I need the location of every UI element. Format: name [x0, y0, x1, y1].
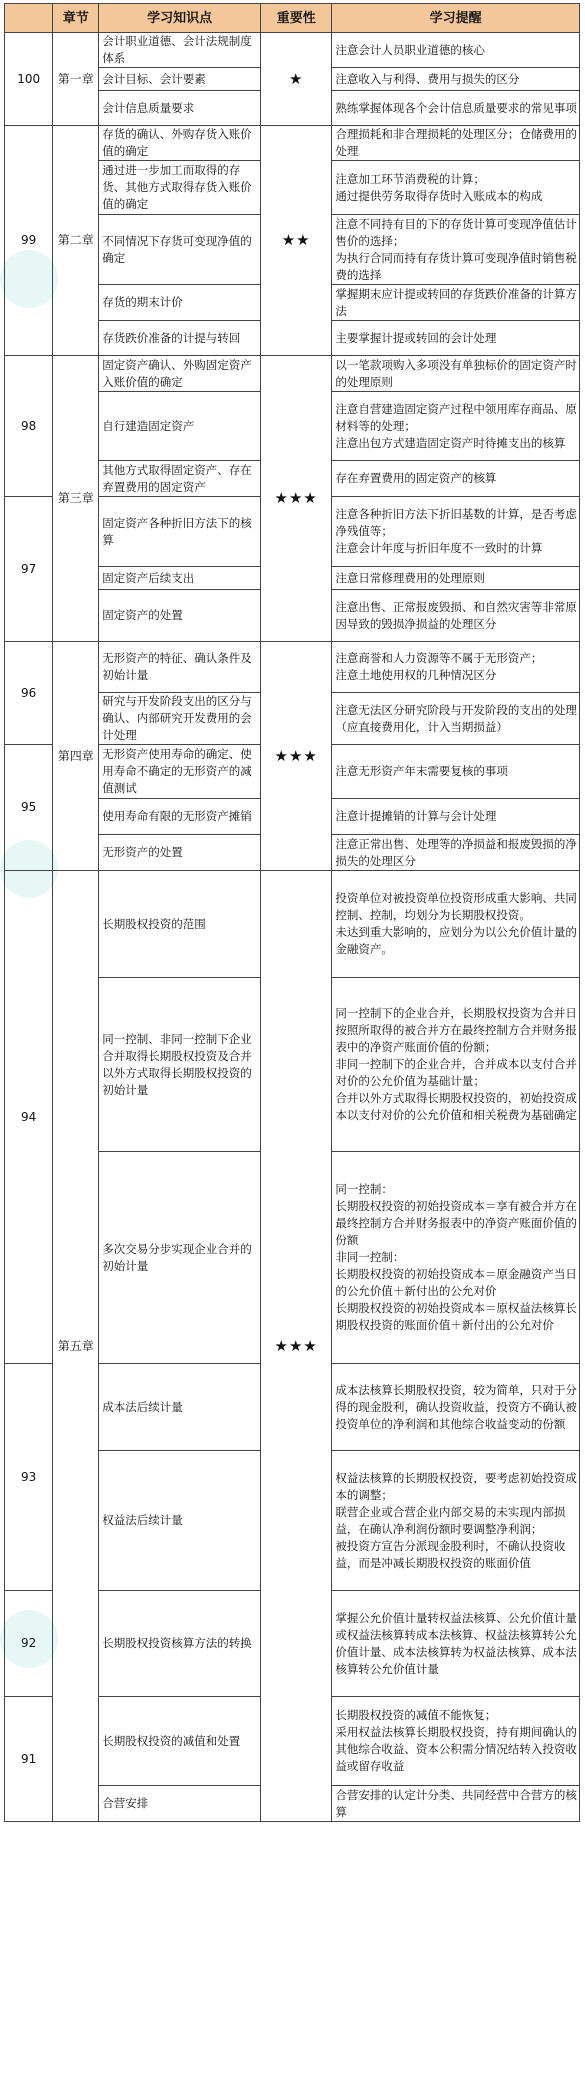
study-tip: 注意不同持有目的下的存货计算可变现净值估计售价的选择； 为执行合同而持有存货计算可变现净值时销售税费的选择: [332, 215, 580, 285]
knowledge-point: 自行建造固定资产: [99, 392, 261, 461]
chapter-label: 第一章: [53, 33, 99, 126]
header-knowledge-point: 学习知识点: [99, 4, 261, 33]
study-tip: 合营安排的认定计分类、共同经营中合营方的核算: [332, 1786, 580, 1822]
knowledge-point: 多次交易分步实现企业合并的初始计量: [99, 1152, 261, 1364]
importance-stars: ★★: [261, 126, 332, 356]
page-number: 94: [5, 871, 53, 1364]
page-number: 92: [5, 1591, 53, 1697]
page-number: 95: [5, 745, 53, 871]
knowledge-point: 会计目标、会计要素: [99, 68, 261, 91]
study-tip: 注意会计人员职业道德的核心: [332, 33, 580, 68]
study-tip: 掌握期末应计提或转回的存货跌价准备的计算方法: [332, 285, 580, 321]
table-row: [5, 642, 580, 693]
study-tip: 注意无法区分研究阶段与开发阶段的支出的处理（应直接费用化，计入当期损益）: [332, 693, 580, 745]
study-tip: 注意计提摊销的计算与会计处理: [332, 799, 580, 835]
knowledge-point: 会计信息质量要求: [99, 91, 261, 126]
knowledge-point: 合营安排: [99, 1786, 261, 1822]
study-tip: 权益法核算的长期股权投资，要考虑初始投资成本的调整； 联营企业或合营企业内部交易的未实现内部损益，在确认净利润份额时要调整净利润； 被投资方宣告分派现金股利时，不确认投资收益，而是冲减长期股权投资的账面价值: [332, 1451, 580, 1591]
study-tip: 同一控制： 长期股权投资的初始投资成本＝享有被合并方在最终控制方合并财务报表中的净资产账面价值的份额 非同一控制： 长期股权投资的初始投资成本＝原金融资产当日的公允价值＋新付出的公允对价 长期股权投资的初始投资成本＝原权益法核算长期股权投资的账面价值＋新付出的公允对价: [332, 1152, 580, 1364]
table-header-row: [5, 4, 580, 33]
header-study-tips: 学习提醒: [332, 4, 580, 33]
knowledge-point: 成本法后续计量: [99, 1364, 261, 1451]
chapter-label: 第四章: [53, 642, 99, 871]
study-tip: 注意正常出售、处理等的净损益和报废毁损的净损失的处理区分: [332, 835, 580, 871]
header-importance: 重要性: [261, 4, 332, 33]
chapter-label: 第三章: [53, 356, 99, 642]
table-row: [5, 871, 580, 978]
importance-stars: ★★★: [261, 356, 332, 642]
knowledge-point: 固定资产确认、外购固定资产入账价值的确定: [99, 356, 261, 392]
page-number: 99: [5, 126, 53, 356]
page-number: 93: [5, 1364, 53, 1591]
importance-stars: ★★★: [261, 871, 332, 1822]
study-tip: 熟练掌握体现各个会计信息质量要求的常见事项: [332, 91, 580, 126]
knowledge-point: 长期股权投资核算方法的转换: [99, 1591, 261, 1697]
study-tip: 存在弃置费用的固定资产的核算: [332, 461, 580, 497]
knowledge-point: 固定资产的处置: [99, 590, 261, 642]
knowledge-point: 存货跌价准备的计提与转回: [99, 321, 261, 356]
table-row: [5, 126, 580, 161]
header-chapter: 章节: [53, 4, 99, 33]
knowledge-point: 无形资产使用寿命的确定、使用寿命不确定的无形资产的减值测试: [99, 745, 261, 799]
knowledge-point: 同一控制、非同一控制下企业合并取得长期股权投资及合并以外方式取得长期股权投资的初始计量: [99, 978, 261, 1152]
study-tip: 掌握公允价值计量转权益法核算、公允价值计量或权益法核算转成本法核算、权益法核算转公允价值计量、成本法核算转为权益法核算、成本法核算转公允价值计量: [332, 1591, 580, 1697]
knowledge-point: 长期股权投资的减值和处置: [99, 1697, 261, 1786]
study-tip: 注意出售、正常报废毁损、和自然灾害等非常原因导致的毁损净损益的处理区分: [332, 590, 580, 642]
study-tip: 主要掌握计提或转回的会计处理: [332, 321, 580, 356]
knowledge-point: 研究与开发阶段支出的区分与确认、内部研究开发费用的会计处理: [99, 693, 261, 745]
study-tip: 注意无形资产年末需要复核的事项: [332, 745, 580, 799]
page-number: 97: [5, 497, 53, 642]
importance-stars: ★: [261, 33, 332, 126]
knowledge-point: 无形资产的特征、确认条件及初始计量: [99, 642, 261, 693]
knowledge-point: 通过进一步加工而取得的存货、其他方式取得存货入账价值的确定: [99, 161, 261, 215]
study-tip: 投资单位对被投资单位投资形成重大影响、共同控制、控制，均划分为长期股权投资。 未达到重大影响的，应划分为以公允价值计量的金融资产。: [332, 871, 580, 978]
knowledge-point: 无形资产的处置: [99, 835, 261, 871]
page-number: 98: [5, 356, 53, 497]
knowledge-point: 不同情况下存货可变现净值的确定: [99, 215, 261, 285]
chapter-label: 第五章: [53, 871, 99, 1822]
study-tip: 注意自营建造固定资产过程中领用库存商品、原材料等的处理； 注意出包方式建造固定资产时待摊支出的核算: [332, 392, 580, 461]
study-tip: 以一笔款项购入多项没有单独标价的固定资产时的处理原则: [332, 356, 580, 392]
study-tip: 注意日常修理费用的处理原则: [332, 567, 580, 590]
importance-stars: ★★★: [261, 642, 332, 871]
study-tip: 注意各种折旧方法下折旧基数的计算，是否考虑净残值等； 注意会计年度与折旧年度不一致时的计算: [332, 497, 580, 567]
study-tip: 长期股权投资的减值不能恢复； 采用权益法核算长期股权投资，持有期间确认的其他综合收益、资本公积需分情况结转入投资收益或留存收益: [332, 1697, 580, 1786]
page-number: 91: [5, 1697, 53, 1822]
knowledge-point: 会计职业道德、会计法规制度体系: [99, 33, 261, 68]
page-number: 96: [5, 642, 53, 745]
study-tip: 成本法核算长期股权投资，较为简单，只对于分得的现金股利，确认投资收益，投资方不确认被投资单位的净利润和其他综合收益变动的份额: [332, 1364, 580, 1451]
page-number: 100: [5, 33, 53, 126]
knowledge-point: 其他方式取得固定资产、存在弃置费用的固定资产: [99, 461, 261, 497]
study-table: [4, 3, 580, 1822]
chapter-label: 第二章: [53, 126, 99, 356]
study-tip: 注意商誉和人力资源等不属于无形资产； 注意土地使用权的几种情况区分: [332, 642, 580, 693]
table-row: [5, 356, 580, 392]
study-tip: 同一控制下的企业合并，长期股权投资为合并日按照所取得的被合并方在最终控制方合并财务报表中的净资产账面价值的份额； 非同一控制下的企业合并，合并成本以支付合并对价的公允价值为基础计量； 合并以外方式取得长期股权投资的，初始投资成本以支付对价的公允价值和相关税费为基础确定: [332, 978, 580, 1152]
knowledge-point: 长期股权投资的范围: [99, 871, 261, 978]
knowledge-point: 存货的确认、外购存货入账价值的确定: [99, 126, 261, 161]
header-page: [5, 4, 53, 33]
knowledge-point: 固定资产后续支出: [99, 567, 261, 590]
knowledge-point: 使用寿命有限的无形资产摊销: [99, 799, 261, 835]
study-tip: 注意加工环节消费税的计算； 通过提供劳务取得存货时入账成本的构成: [332, 161, 580, 215]
study-tip: 合理损耗和非合理损耗的处理区分；仓储费用的处理: [332, 126, 580, 161]
knowledge-point: 固定资产各种折旧方法下的核算: [99, 497, 261, 567]
table-row: [5, 33, 580, 68]
knowledge-point: 权益法后续计量: [99, 1451, 261, 1591]
knowledge-point: 存货的期末计价: [99, 285, 261, 321]
study-tip: 注意收入与利得、费用与损失的区分: [332, 68, 580, 91]
